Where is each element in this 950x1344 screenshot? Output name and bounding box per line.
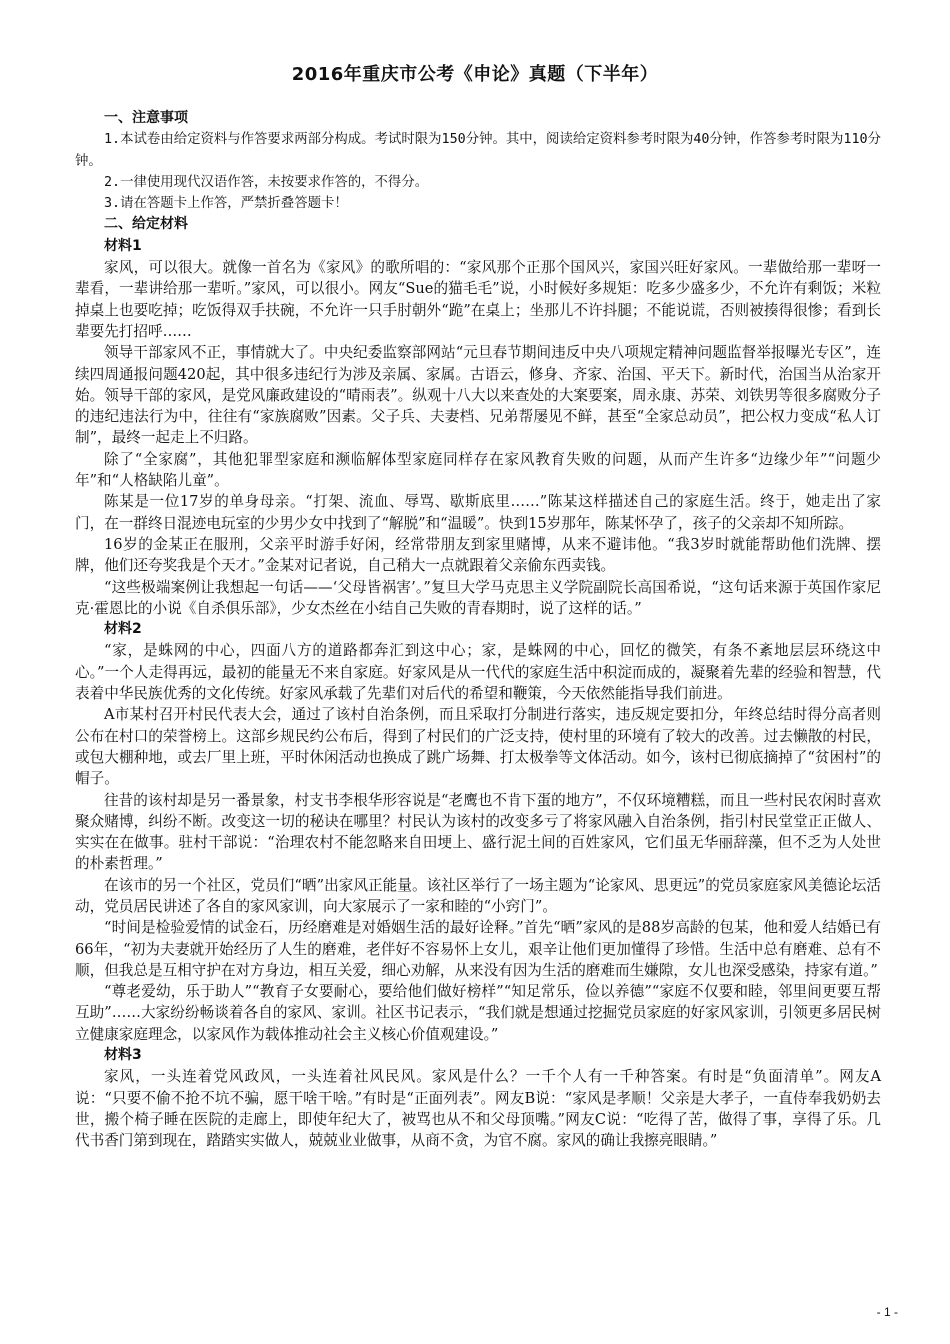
material-label: 材料3 (104, 1047, 142, 1064)
paragraph: “尊老爱幼，乐于助人”“教育子女要耐心，要给他们做好榜样”“知足常乐，俭以养德”“家庭不仅要和睦，邻里间更要互帮互助”……大家纷纷畅谈着各自的家风、家训。社区书记表示，“我们就是想通过挖掘党员家庭的好家风家训，引领更多居民树立健康家庭理念，以家风作为载体推动社会主义核心价值观建设。” (75, 983, 881, 1043)
paragraph: 家风，可以很大。就像一首名为《家风》的歌所唱的：“家风那个正那个国风兴，家国兴旺好家风。一辈做给那一辈呀一辈看，一辈讲给那一辈听。”家风，可以很小。网友“Sue的猫毛毛”说，小时候好多规矩：吃多少盛多少，不允许有剩饭；米粒掉桌上也要吃掉；吃饭得双手扶碗，不允许一只手肘朝外“跪”在桌上；坐那儿不许抖腿；不能说谎，否则被揍得很惨；看到长辈要先打招呼…… (75, 259, 881, 340)
paragraph: 家风，一头连着党风政风，一头连着社风民风。家风是什么？一千个人有一千种答案。有时是“负面清单”。网友A说：“只要不偷不抢不坑不骗，愿干啥干啥。”有时是“正面列表”。网友B说：“家风是孝顺！父亲是大孝子，一直侍奉我奶奶去世，搬个椅子睡在医院的走廊上，即使年纪大了，被骂也从不和父母顶嘴。”网友C说：“吃得了苦，做得了事，享得了乐。几代书香门第到现在，踏踏实实做人，兢兢业业做事，从商不贪，为官不腐。家风的确让我擦亮眼睛。” (75, 1068, 881, 1150)
note-item: 2.一律使用现代汉语作答，未按要求作答的，不得分。 (104, 174, 429, 190)
paragraph: 16岁的金某正在服刑，父亲平时游手好闲，经常带朋友到家里赌博，从来不避讳他。“我3岁时就能帮助他们洗牌、摆牌，他们还夸奖我是个天才。”金某对记者说，自己稍大一点就跟着父亲偷东西卖钱。 (75, 535, 881, 575)
paragraph: “家，是蛛网的中心，四面八方的道路都奔汇到这中心；家，是蛛网的中心，回忆的微笑，有条不紊地层层环绕这中心。”一个人走得再远，最初的能量无不来自家庭。好家风是从一代代的家庭生活中积淀而成的，凝聚着先辈的经验和智慧，代表着中华民族优秀的文化传统。好家风承载了先辈们对后代的希望和鞭策，今天依然能指导我们前进。 (75, 642, 881, 703)
note-item: 3.请在答题卡上作答，严禁折叠答题卡！ (104, 196, 348, 212)
document-body (75, 108, 881, 1152)
page-title: 2016年重庆市公考《申论》真题（下半年） (291, 64, 659, 85)
page-number: - 1 - (876, 1305, 898, 1319)
material-label: 材料2 (104, 621, 142, 638)
paragraph: “时间是检验爱情的试金石，历经磨难是对婚姻生活的最好诠释。”首先“晒”家风的是88岁高龄的包某，他和爱人结婚已有66年，“初为夫妻就开始经历了人生的磨难，老伴好不容易怀上女儿，艰辛让他们更加懂得了珍惜。生活中总有磨难、总有不顺，但我总是互相守护在对方身边，相互关爱，细心劝解，从来没有因为生活的磨难而生嫌隙，女儿也深受感染，持家有道。” (75, 919, 881, 979)
paragraph: 往昔的该村却是另一番景象，村支书李根华形容说是“老鹰也不肯下蛋的地方”，不仅环境糟糕，而且一些村民农闲时喜欢聚众赌博，纠纷不断。改变这一切的秘诀在哪里？村民认为该村的改变多亏了将家风融入自治条例，指引村民堂堂正正做人、实实在在做事。驻村干部说：“治理农村不能忽略来自田埂上、盛行泥土间的百姓家风，它们虽无华丽辞藻，但不乏为人处世的朴素哲理。” (75, 791, 881, 873)
paragraph: 领导干部家风不正，事情就大了。中央纪委监察部网站“元旦春节期间违反中央八项规定精神问题监督举报曝光专区”，连续四周通报问题420起，其中很多违纪行为涉及亲属、家属。古语云，修身、齐家、治国、平天下。新时代，治国当从治家开始。领导干部的家风，是党风廉政建设的“晴雨表”。纵观十八大以来查处的大案要案，周永康、苏荣、刘铁男等很多腐败分子的违纪违法行为中，往往有“家族腐败”因素。父子兵、夫妻档、兄弟帮屡见不鲜，甚至“全家总动员”，把公权力变成“私人订制”，最终一起走上不归路。 (75, 344, 881, 447)
section-heading-materials: 二、给定材料 (104, 216, 188, 233)
note-item: 1.本试卷由给定资料与作答要求两部分构成。考试时限为150分钟。其中，阅读给定资料参考时限为40分钟，作答参考时限为110分钟。 (75, 132, 881, 169)
paragraph: 除了“全家腐”，其他犯罪型家庭和濒临解体型家庭同样存在家风教育失败的问题，从而产生许多“边缘少年”“问题少年”和“人格缺陷儿童”。 (75, 450, 881, 490)
paragraph: “这些极端案例让我想起一句话——‘父母皆祸害’。”复旦大学马克思主义学院副院长高国希说，“这句话来源于英国作家尼克·霍恩比的小说《自杀俱乐部》，少女杰丝在小结自己失败的青春期时，说了这样的话。” (75, 578, 881, 617)
material-label: 材料1 (104, 237, 142, 254)
paragraph: 在该市的另一个社区，党员们“晒”出家风正能量。该社区举行了一场主题为“论家风、思更远”的党员家庭家风美德论坛活动，党员居民讲述了各自的家风家训，向大家展示了一家和睦的“小窍门”。 (75, 876, 881, 915)
paragraph: 陈某是一位17岁的单身母亲。“打架、流血、辱骂、歇斯底里……”陈某这样描述自己的家庭生活。终于，她走出了家门，在一群终日混迹电玩室的少男少女中找到了“解脱”和“温暖”。快到15岁那年，陈某怀孕了，孩子的父亲却不知所踪。 (75, 493, 881, 532)
section-heading-notes: 一、注意事项 (104, 110, 188, 126)
paragraph: A市某村召开村民代表大会，通过了该村自治条例，而且采取打分制进行落实，违反规定要扣分，年终总结时得分高者则公布在村口的荣誉榜上。这部乡规民约公布后，得到了村民们的广泛支持，使村里的环境有了较大的改善。过去懒散的村民，或包大棚种地，或去厂里上班，平时休闲活动也换成了跳广场舞、打太极拳等文体活动。如今，该村已彻底摘掉了“贫困村”的帽子。 (75, 706, 881, 788)
